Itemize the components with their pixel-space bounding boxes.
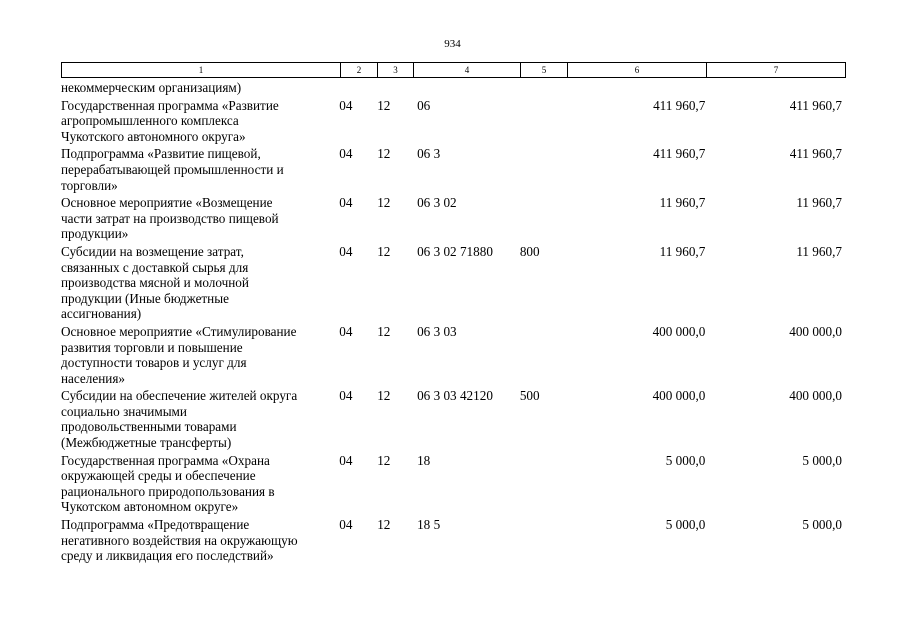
target-article-code: 06 3 02 bbox=[417, 195, 457, 211]
page-number: 934 bbox=[444, 38, 461, 50]
item-name: некоммерческим организациям) bbox=[61, 80, 242, 95]
amount-year-1: 11 960,7 bbox=[659, 243, 706, 259]
amount-year-2: 411 960,7 bbox=[789, 146, 842, 162]
amount-year-2: 11 960,7 bbox=[796, 195, 842, 211]
target-article-code: 06 bbox=[417, 97, 431, 113]
target-article-code: 06 3 03 bbox=[417, 323, 457, 339]
target-article-code bbox=[417, 80, 520, 96]
column-header-row bbox=[62, 63, 846, 78]
amount-year-1: 400 000,0 bbox=[652, 388, 706, 404]
section-code: 04 bbox=[339, 388, 353, 404]
table-row bbox=[61, 517, 845, 564]
item-name: Государственная программа «Развитие агропромышленного комплекса Чукотского автономного округа» bbox=[61, 97, 279, 144]
amount-year-1: 5 000,0 bbox=[665, 452, 706, 468]
section-code: 04 bbox=[339, 452, 353, 468]
table-row bbox=[61, 98, 845, 145]
column-header-1: 1 bbox=[62, 63, 341, 78]
amount-year-2: 5 000,0 bbox=[802, 517, 842, 533]
column-header-table bbox=[61, 62, 846, 78]
amount-year-1: 5 000,0 bbox=[665, 517, 706, 533]
section-code: 04 bbox=[339, 323, 353, 339]
expense-type-code bbox=[520, 146, 568, 193]
section-code: 04 bbox=[339, 517, 353, 533]
table-row bbox=[61, 80, 845, 96]
item-name: Государственная программа «Охрана окружающей среды и обеспечение рационального природопользования в Чукотском автономном округе» bbox=[61, 452, 275, 515]
subsection-code bbox=[377, 80, 417, 96]
column-header-7: 7 bbox=[707, 63, 846, 78]
expense-type-code: 800 bbox=[519, 243, 540, 259]
target-article-code: 18 5 bbox=[417, 517, 441, 533]
expense-type-code bbox=[520, 195, 568, 242]
table-row bbox=[61, 146, 845, 193]
section-code bbox=[339, 80, 375, 96]
section-code: 04 bbox=[339, 243, 353, 259]
amount-year-2: 5 000,0 bbox=[802, 452, 842, 468]
budget-table-body bbox=[61, 80, 845, 564]
subsection-code: 12 bbox=[377, 97, 391, 113]
target-article-code: 18 bbox=[417, 452, 431, 468]
column-header-5: 5 bbox=[521, 63, 568, 78]
table-row bbox=[61, 324, 845, 386]
expense-type-code bbox=[520, 98, 568, 145]
target-article-code: 06 3 02 71880 bbox=[417, 243, 493, 259]
item-name: Подпрограмма «Развитие пищевой, перерабатывающей промышленности и торговли» bbox=[61, 146, 284, 193]
target-article-code: 06 3 bbox=[417, 146, 441, 162]
expense-type-code bbox=[520, 517, 568, 564]
column-header-2: 2 bbox=[341, 63, 378, 78]
subsection-code: 12 bbox=[377, 388, 391, 404]
expense-type-code: 500 bbox=[519, 388, 540, 404]
item-name: Субсидии на обеспечение жителей округа социально значимыми продовольственными товарами (Межбюджетные трансферты) bbox=[61, 388, 298, 451]
table-row bbox=[61, 453, 845, 515]
amount-year-1: 411 960,7 bbox=[653, 146, 706, 162]
subsection-code: 12 bbox=[377, 243, 391, 259]
subsection-code: 12 bbox=[377, 517, 391, 533]
item-name: Основное мероприятие «Стимулирование развития торговли и повышение доступности товаров и услуг для населения» bbox=[61, 323, 297, 386]
section-code: 04 bbox=[339, 146, 353, 162]
amount-year-2: 11 960,7 bbox=[796, 243, 842, 259]
amount-year-2 bbox=[706, 80, 845, 96]
amount-year-1 bbox=[568, 80, 707, 96]
expense-type-code bbox=[520, 80, 568, 96]
subsection-code: 12 bbox=[377, 323, 391, 339]
amount-year-2: 400 000,0 bbox=[789, 323, 842, 339]
item-name: Основное мероприятие «Возмещение части затрат на производство пищевой продукции» bbox=[61, 195, 279, 242]
column-header-6: 6 bbox=[568, 63, 707, 78]
subsection-code: 12 bbox=[377, 195, 391, 211]
expense-type-code bbox=[520, 453, 568, 515]
subsection-code: 12 bbox=[377, 146, 391, 162]
item-name: Подпрограмма «Предотвращение негативного воздействия на окружающую среду и ликвидация его последствий» bbox=[61, 517, 298, 564]
subsection-code: 12 bbox=[377, 452, 391, 468]
amount-year-2: 400 000,0 bbox=[789, 388, 842, 404]
item-name: Субсидии на возмещение затрат, связанных с доставкой сырья для производства мясной и молочной продукции (Иные бюджетные ассигнования) bbox=[61, 243, 249, 322]
table-row bbox=[61, 388, 845, 450]
amount-year-2: 411 960,7 bbox=[789, 97, 842, 113]
column-header-3: 3 bbox=[378, 63, 414, 78]
column-header-4: 4 bbox=[414, 63, 521, 78]
expense-type-code bbox=[520, 324, 568, 386]
amount-year-1: 400 000,0 bbox=[652, 323, 706, 339]
amount-year-1: 411 960,7 bbox=[653, 97, 706, 113]
table-row bbox=[61, 195, 845, 242]
table-row bbox=[61, 244, 845, 322]
section-code: 04 bbox=[339, 97, 353, 113]
target-article-code: 06 3 03 42120 bbox=[417, 388, 493, 404]
amount-year-1: 11 960,7 bbox=[659, 195, 706, 211]
section-code: 04 bbox=[339, 195, 353, 211]
